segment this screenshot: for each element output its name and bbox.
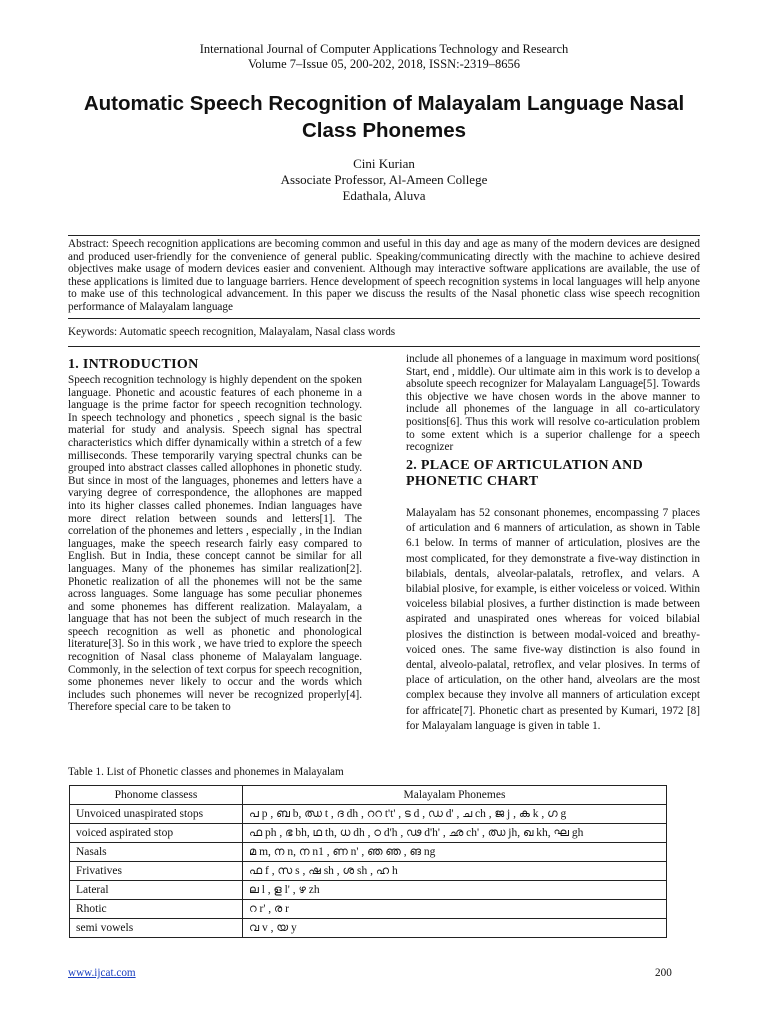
table-row bbox=[70, 805, 667, 824]
phoneme-list-cell: ഫ ph , ഭ bh, ഥ th, ധ dh , ഠ d'h , ഢ d'h' , ഛ ch' , ഝ jh, ഖ kh, ഘ gh bbox=[243, 824, 667, 843]
phoneme-class-cell: semi vowels bbox=[70, 919, 243, 938]
title-line-2: Class Phonemes bbox=[301, 119, 467, 142]
phoneme-list-cell: റ r' , ര r bbox=[243, 900, 667, 919]
phoneme-class-cell: Frivatives bbox=[70, 862, 243, 881]
section-1-continued-text: include all phonemes of a language in maximum word positions( Start, end , middle). Our ultimate aim in this work is to develop a absolute speech recognizer for Malayalam Language[5]. Towards this objective we have chosen words in the above manner to include all phonemes of the language in all co-articulatory positions[6]. Thus this work will resolve co-articulation problem to some extent which is a superior challenge for a speech recognizer bbox=[406, 353, 700, 454]
phoneme-list-cell: ഫ f , സ s , ഷ sh , ശ sh , ഹ h bbox=[243, 862, 667, 881]
phoneme-list-cell: പ p , ബ b, ഝ t , ദ dh , ററ t't' , ട d , ഡ d' , ച ch , ജ j , ക k , ഗ g bbox=[243, 805, 667, 824]
author-name: Cini Kurian bbox=[353, 156, 415, 171]
table-row bbox=[70, 919, 667, 938]
phoneme-class-cell: Lateral bbox=[70, 881, 243, 900]
table-row bbox=[70, 881, 667, 900]
table-caption: Table 1. List of Phonetic classes and phonemes in Malayalam bbox=[68, 766, 344, 778]
section-2-text: Malayalam has 52 consonant phonemes, encompassing 7 places of articulation and 6 manners of articulation, as shown in Table 6.1 below. In terms of manner of articulation, plosives are the most complicated, for they demonstrate a five-way distinction in bilabials, dentals, alveolar-palatals, retroflex, and velars. A bilabial plosive, for example, is either voiceless or voiced. Within voiceless bilabial plosives, a further distinction is made between aspirated and unaspirated ones whereas for voiced bilabial plosives the distinction is between modal-voiced and breathy-voiced ones. The same five-way distinction is also found in dental, alveolo-palatal, retroflex, and velar plosives. In terms of place of articulation, on the other hand, alveolars are the most complex because they involve all manners of articulation except for affricate[7]. Phonetic chart as presented by Kumari, 1972 [8] for Malayalam language is given in table 1. bbox=[406, 507, 700, 732]
table-row bbox=[70, 900, 667, 919]
abstract: Abstract: Speech recognition applications are becoming common and useful in this day and age as many of the modern devices are designed and produced user-friendly for the convenience of general public. Speaking/communicating directly with the machine to achieve desired objectives make usage of modern devices easier and convenient. Although may interactive software applications are available, the use of these applications is limited due to language barriers. Hence development of speech recognition systems in local languages will help anyone to make use of this technological advancement. In this paper we discuss the results of the Nasal phonetic class wise speech recognition performance of Malayalam language bbox=[68, 238, 700, 313]
table-row bbox=[70, 843, 667, 862]
phoneme-table bbox=[69, 785, 667, 938]
phoneme-list-cell: മ m, ന n, ന n1 , ണ n' , ഞ ഞ , ങ ng bbox=[243, 843, 667, 862]
abstract-divider-top bbox=[68, 235, 700, 236]
phoneme-class-cell: voiced aspirated stop bbox=[70, 824, 243, 843]
keywords: Keywords: Automatic speech recognition, Malayalam, Nasal class words bbox=[68, 326, 396, 338]
phoneme-list-cell: ല l , ള l' , ഴ zh bbox=[243, 881, 667, 900]
keywords-divider bbox=[68, 346, 700, 347]
author-affiliation: Associate Professor, Al-Ameen College bbox=[280, 172, 488, 187]
title-line-1: Automatic Speech Recognition of Malayalam Language Nasal bbox=[83, 92, 685, 115]
section-2-heading: 2. PLACE OF ARTICULATION AND PHONETIC CHART bbox=[406, 458, 643, 489]
phoneme-class-cell: Unvoiced unaspirated stops bbox=[70, 805, 243, 824]
table-header-row bbox=[70, 786, 667, 805]
author-block bbox=[0, 156, 768, 204]
page-number: 200 bbox=[655, 967, 672, 979]
table-header-class: Phonome classess bbox=[70, 786, 243, 805]
phoneme-class-cell: Rhotic bbox=[70, 900, 243, 919]
abstract-divider-bottom bbox=[68, 318, 700, 319]
phoneme-class-cell: Nasals bbox=[70, 843, 243, 862]
section-1-heading: 1. INTRODUCTION bbox=[68, 357, 199, 372]
journal-volume: Volume 7–Issue 05, 200-202, 2018, ISSN:-2319–8656 bbox=[248, 57, 520, 71]
section-1-text: Speech recognition technology is highly dependent on the spoken language. Phonetic and acoustic features of each phoneme in a language is the prime factor for speech recognition technology. In speech technology and phonetics , speech signal is the basic material for study and analysis. Speech signal has spectral characteristics which differ dynamically within a stretch of a few milliseconds. These temporarily varying spectral chunks can be grouped into abstract classes called allophones in phonetic study. But since in most of the languages, phonemes and letters have a varying degree of correspondence, the allophones are mapped into its higher classes called phonemes. Indian languages have more direct relation between sounds and letters[1]. The correlation of the phonemes and letters , especially , in the Indian languages, make the speech research fairly easy compared to English. But in India, these concept cannot be similar for all languages. Many of the phonemes has similar realization[2]. Phonetic realization of all the phonemes will not be the same across languages. Some language has some peculiar phonemes and some phonemes has different realization. Malayalam, a language that has not been the subject of much research in the speech recognition as well as phonetic and phonological literature[3]. So in this work , we have tried to explore the speech recognition of Nasal class phoneme of Malayalam language. Commonly, in the selection of text corpus for speech recognition, some phonemes never likely to occur and the words which includes such phonemes will never be recognized properly[4]. Therefore special care to be taken to bbox=[68, 374, 362, 714]
table-row bbox=[70, 862, 667, 881]
journal-name: International Journal of Computer Applications Technology and Research bbox=[199, 42, 569, 56]
paper-title bbox=[40, 90, 728, 144]
journal-website-link[interactable]: www.ijcat.com bbox=[68, 967, 136, 979]
table-row bbox=[70, 824, 667, 843]
journal-header bbox=[0, 42, 768, 72]
phoneme-list-cell: വ v , യ y bbox=[243, 919, 667, 938]
table-header-phonemes: Malayalam Phonemes bbox=[243, 786, 667, 805]
author-location: Edathala, Aluva bbox=[342, 188, 426, 203]
